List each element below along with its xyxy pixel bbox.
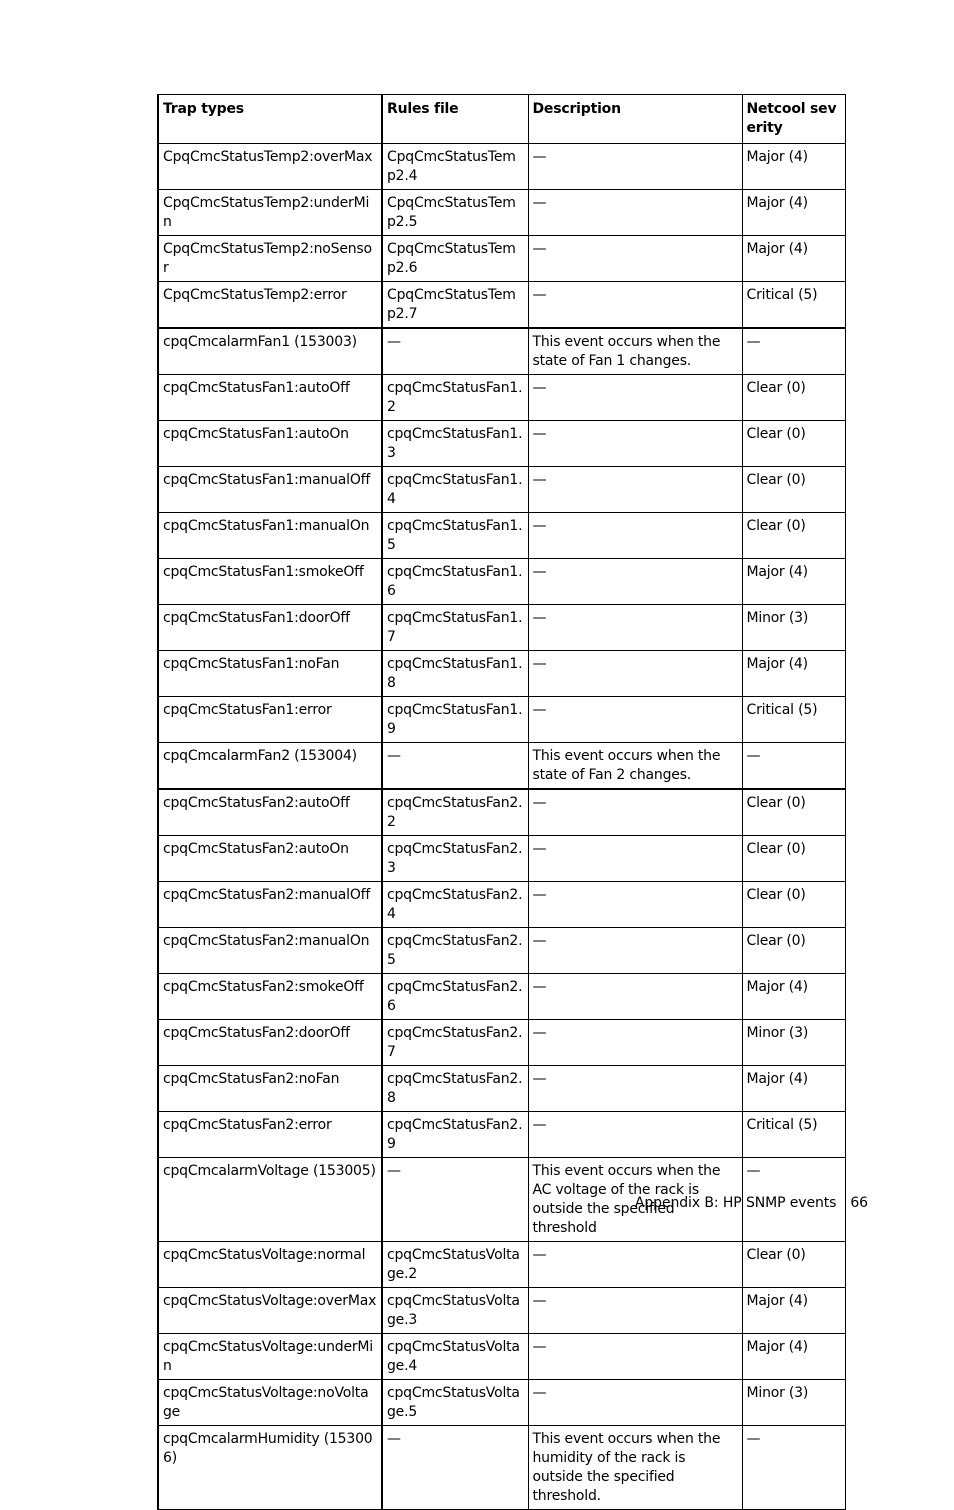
table-row (158, 513, 845, 559)
trap-type-cell: cpqCmcalarmHumidity (153006) (158, 1426, 382, 1510)
page-footer (635, 1195, 868, 1211)
trap-type-cell: cpqCmcStatusFan1:manualOff (158, 467, 382, 513)
description-cell: — (528, 190, 742, 236)
table-row (158, 1242, 845, 1288)
trap-type-cell: cpqCmcStatusVoltage:normal (158, 1242, 382, 1288)
rules-file-cell: CpqCmcStatusTemp2.4 (382, 144, 528, 190)
rules-file-cell: cpqCmcStatusFan2.4 (382, 882, 528, 928)
severity-cell: Major (4) (742, 1066, 845, 1112)
rules-file-cell: cpqCmcStatusVoltage.3 (382, 1288, 528, 1334)
table-row (158, 882, 845, 928)
trap-type-cell: cpqCmcStatusVoltage:overMax (158, 1288, 382, 1334)
table-row (158, 743, 845, 790)
header-netcool-severity: Netcool severity (742, 95, 845, 144)
trap-type-cell: cpqCmcStatusFan2:manualOn (158, 928, 382, 974)
severity-cell: Clear (0) (742, 928, 845, 974)
trap-type-cell: CpqCmcStatusTemp2:overMax (158, 144, 382, 190)
trap-type-cell: cpqCmcStatusFan2:autoOff (158, 789, 382, 836)
rules-file-cell: cpqCmcStatusVoltage.5 (382, 1380, 528, 1426)
trap-type-cell: cpqCmcStatusFan1:smokeOff (158, 559, 382, 605)
rules-file-cell: cpqCmcStatusVoltage.4 (382, 1334, 528, 1380)
description-cell: — (528, 467, 742, 513)
table-row (158, 467, 845, 513)
description-cell: — (528, 697, 742, 743)
rules-file-cell: cpqCmcStatusFan2.8 (382, 1066, 528, 1112)
table-row (158, 836, 845, 882)
rules-file-cell: cpqCmcStatusFan2.6 (382, 974, 528, 1020)
description-cell: This event occurs when the humidity of the rack is outside the specified threshold. (528, 1426, 742, 1510)
description-cell: — (528, 144, 742, 190)
table-row (158, 789, 845, 836)
rules-file-cell: cpqCmcStatusVoltage.2 (382, 1242, 528, 1288)
trap-type-cell: cpqCmcalarmFan2 (153004) (158, 743, 382, 790)
severity-cell: Clear (0) (742, 789, 845, 836)
trap-type-cell: cpqCmcStatusFan2:doorOff (158, 1020, 382, 1066)
rules-file-cell: cpqCmcStatusFan1.9 (382, 697, 528, 743)
trap-type-cell: CpqCmcStatusTemp2:underMin (158, 190, 382, 236)
severity-cell: Major (4) (742, 1334, 845, 1380)
table-row (158, 236, 845, 282)
footer-section-title: Appendix B: HP SNMP events (634, 1195, 837, 1211)
severity-cell: Major (4) (742, 559, 845, 605)
description-cell: This event occurs when the state of Fan 1 changes. (528, 328, 742, 375)
description-cell: — (528, 928, 742, 974)
header-rules-file: Rules file (382, 95, 528, 144)
severity-cell: Minor (3) (742, 1380, 845, 1426)
rules-file-cell: cpqCmcStatusFan2.5 (382, 928, 528, 974)
rules-file-cell: — (382, 743, 528, 790)
table-row (158, 1288, 845, 1334)
severity-cell: — (742, 1158, 845, 1242)
rules-file-cell: cpqCmcStatusFan1.3 (382, 421, 528, 467)
trap-types-table (157, 94, 846, 1510)
rules-file-cell: cpqCmcStatusFan2.2 (382, 789, 528, 836)
severity-cell: Clear (0) (742, 467, 845, 513)
trap-type-cell: cpqCmcStatusFan2:error (158, 1112, 382, 1158)
trap-type-cell: cpqCmcStatusVoltage:noVoltage (158, 1380, 382, 1426)
rules-file-cell: CpqCmcStatusTemp2.6 (382, 236, 528, 282)
table-row (158, 1112, 845, 1158)
trap-type-cell: cpqCmcalarmVoltage (153005) (158, 1158, 382, 1242)
severity-cell: Clear (0) (742, 1242, 845, 1288)
table-row (158, 144, 845, 190)
trap-type-cell: cpqCmcStatusFan1:doorOff (158, 605, 382, 651)
description-cell: — (528, 1066, 742, 1112)
table-row (158, 1380, 845, 1426)
rules-file-cell: CpqCmcStatusTemp2.5 (382, 190, 528, 236)
severity-cell: Clear (0) (742, 375, 845, 421)
description-cell: — (528, 882, 742, 928)
description-cell: — (528, 1242, 742, 1288)
trap-type-cell: cpqCmcStatusFan1:manualOn (158, 513, 382, 559)
trap-type-cell: cpqCmcStatusFan2:autoOn (158, 836, 382, 882)
severity-cell: — (742, 1426, 845, 1510)
table-row (158, 375, 845, 421)
table-row (158, 1020, 845, 1066)
trap-type-cell: cpqCmcStatusFan1:autoOff (158, 375, 382, 421)
description-cell: — (528, 421, 742, 467)
description-cell: — (528, 559, 742, 605)
severity-cell: Major (4) (742, 144, 845, 190)
rules-file-cell: — (382, 328, 528, 375)
rules-file-cell: CpqCmcStatusTemp2.7 (382, 282, 528, 329)
description-cell: — (528, 513, 742, 559)
trap-type-cell: cpqCmcStatusFan1:error (158, 697, 382, 743)
table-body (158, 144, 845, 1510)
description-cell: — (528, 375, 742, 421)
rules-file-cell: cpqCmcStatusFan1.2 (382, 375, 528, 421)
table-row (158, 282, 845, 329)
rules-file-cell: cpqCmcStatusFan1.4 (382, 467, 528, 513)
rules-file-cell: — (382, 1426, 528, 1510)
rules-file-cell: cpqCmcStatusFan1.6 (382, 559, 528, 605)
trap-type-cell: cpqCmcStatusFan1:autoOn (158, 421, 382, 467)
rules-file-cell: cpqCmcStatusFan1.8 (382, 651, 528, 697)
header-trap-types: Trap types (158, 95, 382, 144)
trap-type-cell: cpqCmcStatusFan1:noFan (158, 651, 382, 697)
table-row (158, 559, 845, 605)
severity-cell: Major (4) (742, 1288, 845, 1334)
table-row (158, 1334, 845, 1380)
description-cell: — (528, 1288, 742, 1334)
severity-cell: Clear (0) (742, 513, 845, 559)
description-cell: — (528, 236, 742, 282)
trap-type-cell: CpqCmcStatusTemp2:noSensor (158, 236, 382, 282)
description-cell: This event occurs when the AC voltage of the rack is outside the specified threshold (528, 1158, 742, 1242)
header-description: Description (528, 95, 742, 144)
table-row (158, 328, 845, 375)
table-row (158, 697, 845, 743)
table-header-row (158, 95, 845, 144)
description-cell: — (528, 651, 742, 697)
trap-type-cell: cpqCmcalarmFan1 (153003) (158, 328, 382, 375)
rules-file-cell: cpqCmcStatusFan2.7 (382, 1020, 528, 1066)
table-row (158, 1426, 845, 1510)
trap-type-cell: cpqCmcStatusFan2:manualOff (158, 882, 382, 928)
description-cell: — (528, 282, 742, 329)
rules-file-cell: — (382, 1158, 528, 1242)
severity-cell: — (742, 328, 845, 375)
description-cell: — (528, 974, 742, 1020)
description-cell: This event occurs when the state of Fan 2 changes. (528, 743, 742, 790)
rules-file-cell: cpqCmcStatusFan1.7 (382, 605, 528, 651)
table-row (158, 190, 845, 236)
description-cell: — (528, 1334, 742, 1380)
severity-cell: Major (4) (742, 190, 845, 236)
rules-file-cell: cpqCmcStatusFan1.5 (382, 513, 528, 559)
severity-cell: Critical (5) (742, 282, 845, 329)
table-row (158, 605, 845, 651)
severity-cell: Critical (5) (742, 1112, 845, 1158)
description-cell: — (528, 1020, 742, 1066)
description-cell: — (528, 605, 742, 651)
table-row (158, 651, 845, 697)
severity-cell: Clear (0) (742, 882, 845, 928)
rules-file-cell: cpqCmcStatusFan2.9 (382, 1112, 528, 1158)
table-row (158, 928, 845, 974)
severity-cell: Minor (3) (742, 1020, 845, 1066)
description-cell: — (528, 1380, 742, 1426)
severity-cell: Major (4) (742, 651, 845, 697)
trap-type-cell: cpqCmcStatusFan2:smokeOff (158, 974, 382, 1020)
severity-cell: Major (4) (742, 974, 845, 1020)
severity-cell: — (742, 743, 845, 790)
trap-type-cell: cpqCmcStatusFan2:noFan (158, 1066, 382, 1112)
severity-cell: Minor (3) (742, 605, 845, 651)
table-row (158, 1066, 845, 1112)
trap-type-cell: cpqCmcStatusVoltage:underMin (158, 1334, 382, 1380)
table-row (158, 421, 845, 467)
table-row (158, 974, 845, 1020)
page-number: 66 (850, 1195, 868, 1211)
trap-type-cell: CpqCmcStatusTemp2:error (158, 282, 382, 329)
description-cell: — (528, 1112, 742, 1158)
severity-cell: Major (4) (742, 236, 845, 282)
severity-cell: Critical (5) (742, 697, 845, 743)
description-cell: — (528, 836, 742, 882)
severity-cell: Clear (0) (742, 836, 845, 882)
description-cell: — (528, 789, 742, 836)
severity-cell: Clear (0) (742, 421, 845, 467)
rules-file-cell: cpqCmcStatusFan2.3 (382, 836, 528, 882)
